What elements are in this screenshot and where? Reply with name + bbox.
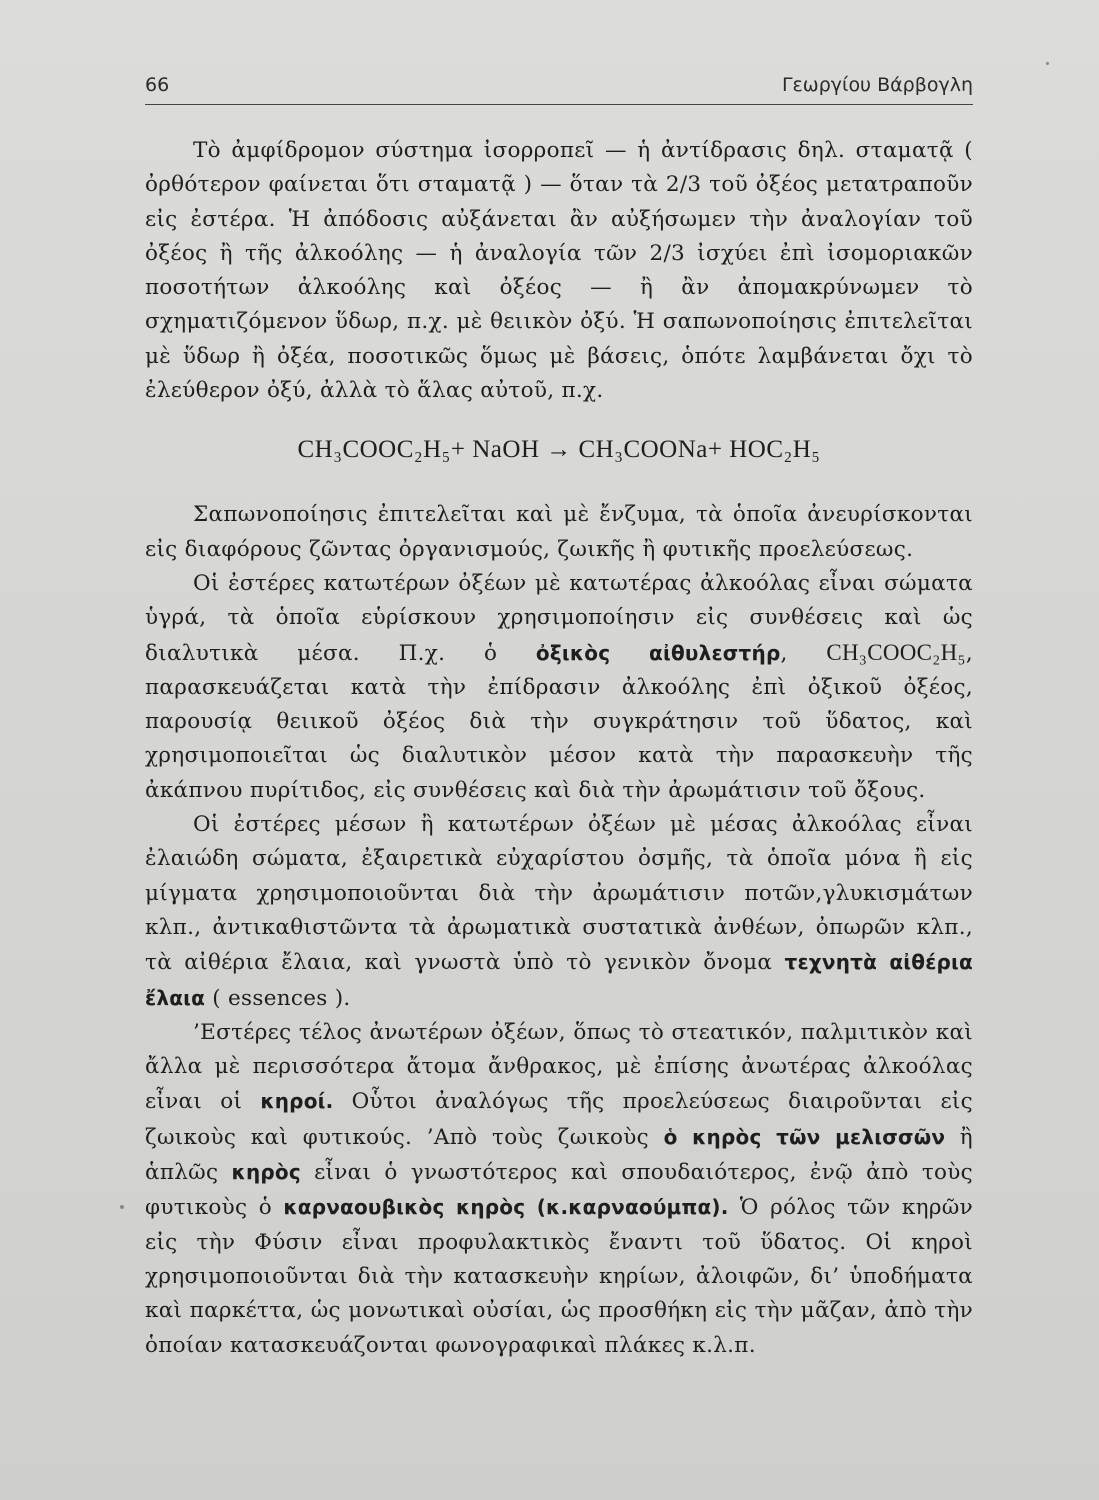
text-run: εἶναι ὁ γνωστότερος καὶ σπουδαιότερος, ἐνῷ ἀπὸ τοὺς φυτικοὺς ὁ	[145, 1160, 973, 1221]
scan-speck	[120, 1205, 124, 1209]
page-number: 66	[145, 74, 170, 96]
page-body	[145, 134, 973, 1363]
paragraph-lower-esters	[145, 567, 973, 808]
term-beeswax: ὁ κηρὸς τῶν μελισσῶν	[663, 1124, 946, 1149]
paragraph-waxes	[145, 1016, 973, 1363]
paragraph-enzymes: Σαπωνοποίησις ἐπιτελεῖται καὶ μὲ ἔνζυμα, τὰ ὁποῖα ἀνευρίσκονται εἰς διαφόρους ζῶντας ὀργανισμούς, ζωικῆς ἢ φυτικῆς προελεύσεως.	[145, 502, 973, 562]
text-run: Οἱ ἐστέρες κατωτέρων ὀξέων μὲ κατωτέρας ἀλκοόλας εἶναι σώματα ὑγρά, τὰ ὁποῖα εὑρίσκουν χρησιμοποίησιν εἰς συνθέσεις καὶ ὡς διαλυτικὰ μέσα. Π.χ. ὁ	[145, 570, 973, 666]
term-artificial-essential-oils: τεχνητὰ αἰθέρια ἔλαια	[145, 950, 973, 1010]
term-carnauba-wax: καρναουβικὸς κηρὸς (κ.καρναούμπα).	[283, 1195, 729, 1220]
chemical-formula: CH₃COOC₂H₅	[826, 639, 966, 665]
text-run: Οὗτοι ἀναλόγως τῆς προελεύσεως διαιροῦνται εἰς ζωικοὺς καὶ φυτικούς. ’Απὸ τοὺς ζωικοὺς	[145, 1089, 973, 1150]
text-run: ,	[780, 640, 827, 666]
text-run: ’Εστέρες τέλος ἀνωτέρων ὀξέων, ὅπως τὸ στεατικόν, παλμιτικὸν καὶ ἄλλα μὲ περισσότερα ἄτομα ἄνθρακος, μὲ ἐπίσης ἀνωτέρας ἀλκοόλας εἶναι οἱ	[145, 1019, 973, 1115]
saponification-equation: CH₃COOC₂H₅+ NaOH → CH₃COONa+ HOC₂H₅	[297, 436, 821, 464]
text-run: Οἱ ἐστέρες μέσων ἢ κατωτέρων ὀξέων μὲ μέσας ἀλκοόλας εἶναι ἐλαιώδη σώματα, ἐξαιρετικὰ εὐχαρίστου ὀσμῆς, τὰ ὁποῖα μόνα ἢ εἰς μίγματα χρησιμοποιοῦνται διὰ τὴν ἀρωμάτισιν ποτῶν,γλυκισμάτων κλπ., ἀντικαθιστῶντα τὰ ἀρωματικὰ συστατικὰ ἀνθέων, ὀπωρῶν κλπ., τὰ αἰθέρια ἔλαια, καὶ γνωστὰ ὑπὸ τὸ γενικὸν ὄνομα	[145, 812, 973, 976]
text-run: , παρασκευάζεται κατὰ τὴν ἐπίδρασιν ἀλκοόλης ἐπὶ ὀξικοῦ ὀξέος, παρουσίᾳ θειικοῦ ὀξέος διὰ τὴν συγκράτησιν τοῦ ὕδατος, καὶ χρησιμοποιεῖται ὡς διαλυτικὸν μέσον κατὰ τὴν παρασκευὴν τῆς ἀκάπνου πυρίτιδος, εἰς συνθέσεις καὶ διὰ τὴν ἀρωμάτισιν τοῦ ὄξους.	[145, 640, 973, 803]
term-ethyl-acetate: ὀξικὸς αἰθυλεστήρ	[535, 640, 781, 665]
text-run: ( essences ).	[205, 985, 351, 1011]
paragraph-middle-esters	[145, 808, 973, 1016]
scan-speck	[1046, 62, 1049, 65]
text-run: ἢ ἁπλῶς	[145, 1124, 973, 1186]
term-wax: κηρὸς	[231, 1160, 301, 1185]
paragraph-equilibrium: Τὸ ἀμφίδρομον σύστημα ἰσορροπεῖ — ἡ ἀντίδρασις δηλ. σταματᾷ ( ὀρθότερον φαίνεται ὅτι σταματᾷ ) — ὅταν τὰ 2/3 τοῦ ὀξέος μετατραποῦν εἰς ἐστέρα. Ἡ ἀπόδοσις αὐξάνεται ἂν αὐξήσωμεν τὴν ἀναλογίαν τοῦ ὀξέος ἢ τῆς ἀλκοόλης — ἡ ἀναλογία τῶν 2/3 ἰσχύει ἐπὶ ἰσομοριακῶν ποσοτήτων ἀλκοόλης καὶ ὀξέος — ἢ ἂν ἀπομακρύνωμεν τὸ σχηματιζόμενον ὕδωρ, π.χ. μὲ θειικὸν ὀξύ. Ἡ σαπωνοποίησις ἐπιτελεῖται μὲ ὕδωρ ἢ ὀξέα, ποσοτικῶς ὅμως μὲ βάσεις, ὁπότε λαμβάνεται ὄχι τὸ ἐλεύθερον ὀξύ, ἀλλὰ τὸ ἅλας αὐτοῦ, π.χ.	[145, 138, 973, 404]
text-run: Ὁ ρόλος τῶν κηρῶν εἰς τὴν Φύσιν εἶναι προφυλακτικὸς ἔναντι τοῦ ὕδατος. Οἱ κηροὶ χρησιμοποιοῦνται διὰ τὴν κατασκευὴν κηρίων, ἀλοιφῶν, δι’ ὑποδήματα καὶ παρκέττα, ὡς μονωτικαὶ οὐσίαι, ὡς προσθήκη εἰς τὴν μᾶζαν, ἀπὸ τὴν ὁποίαν κατασκευάζονται φωνογραφικαὶ πλάκες κ.λ.π.	[145, 1195, 973, 1358]
term-waxes: κηροί.	[260, 1089, 334, 1114]
page-header	[145, 70, 973, 105]
running-title: Γεωργίου Βάρβογλη	[781, 74, 973, 96]
